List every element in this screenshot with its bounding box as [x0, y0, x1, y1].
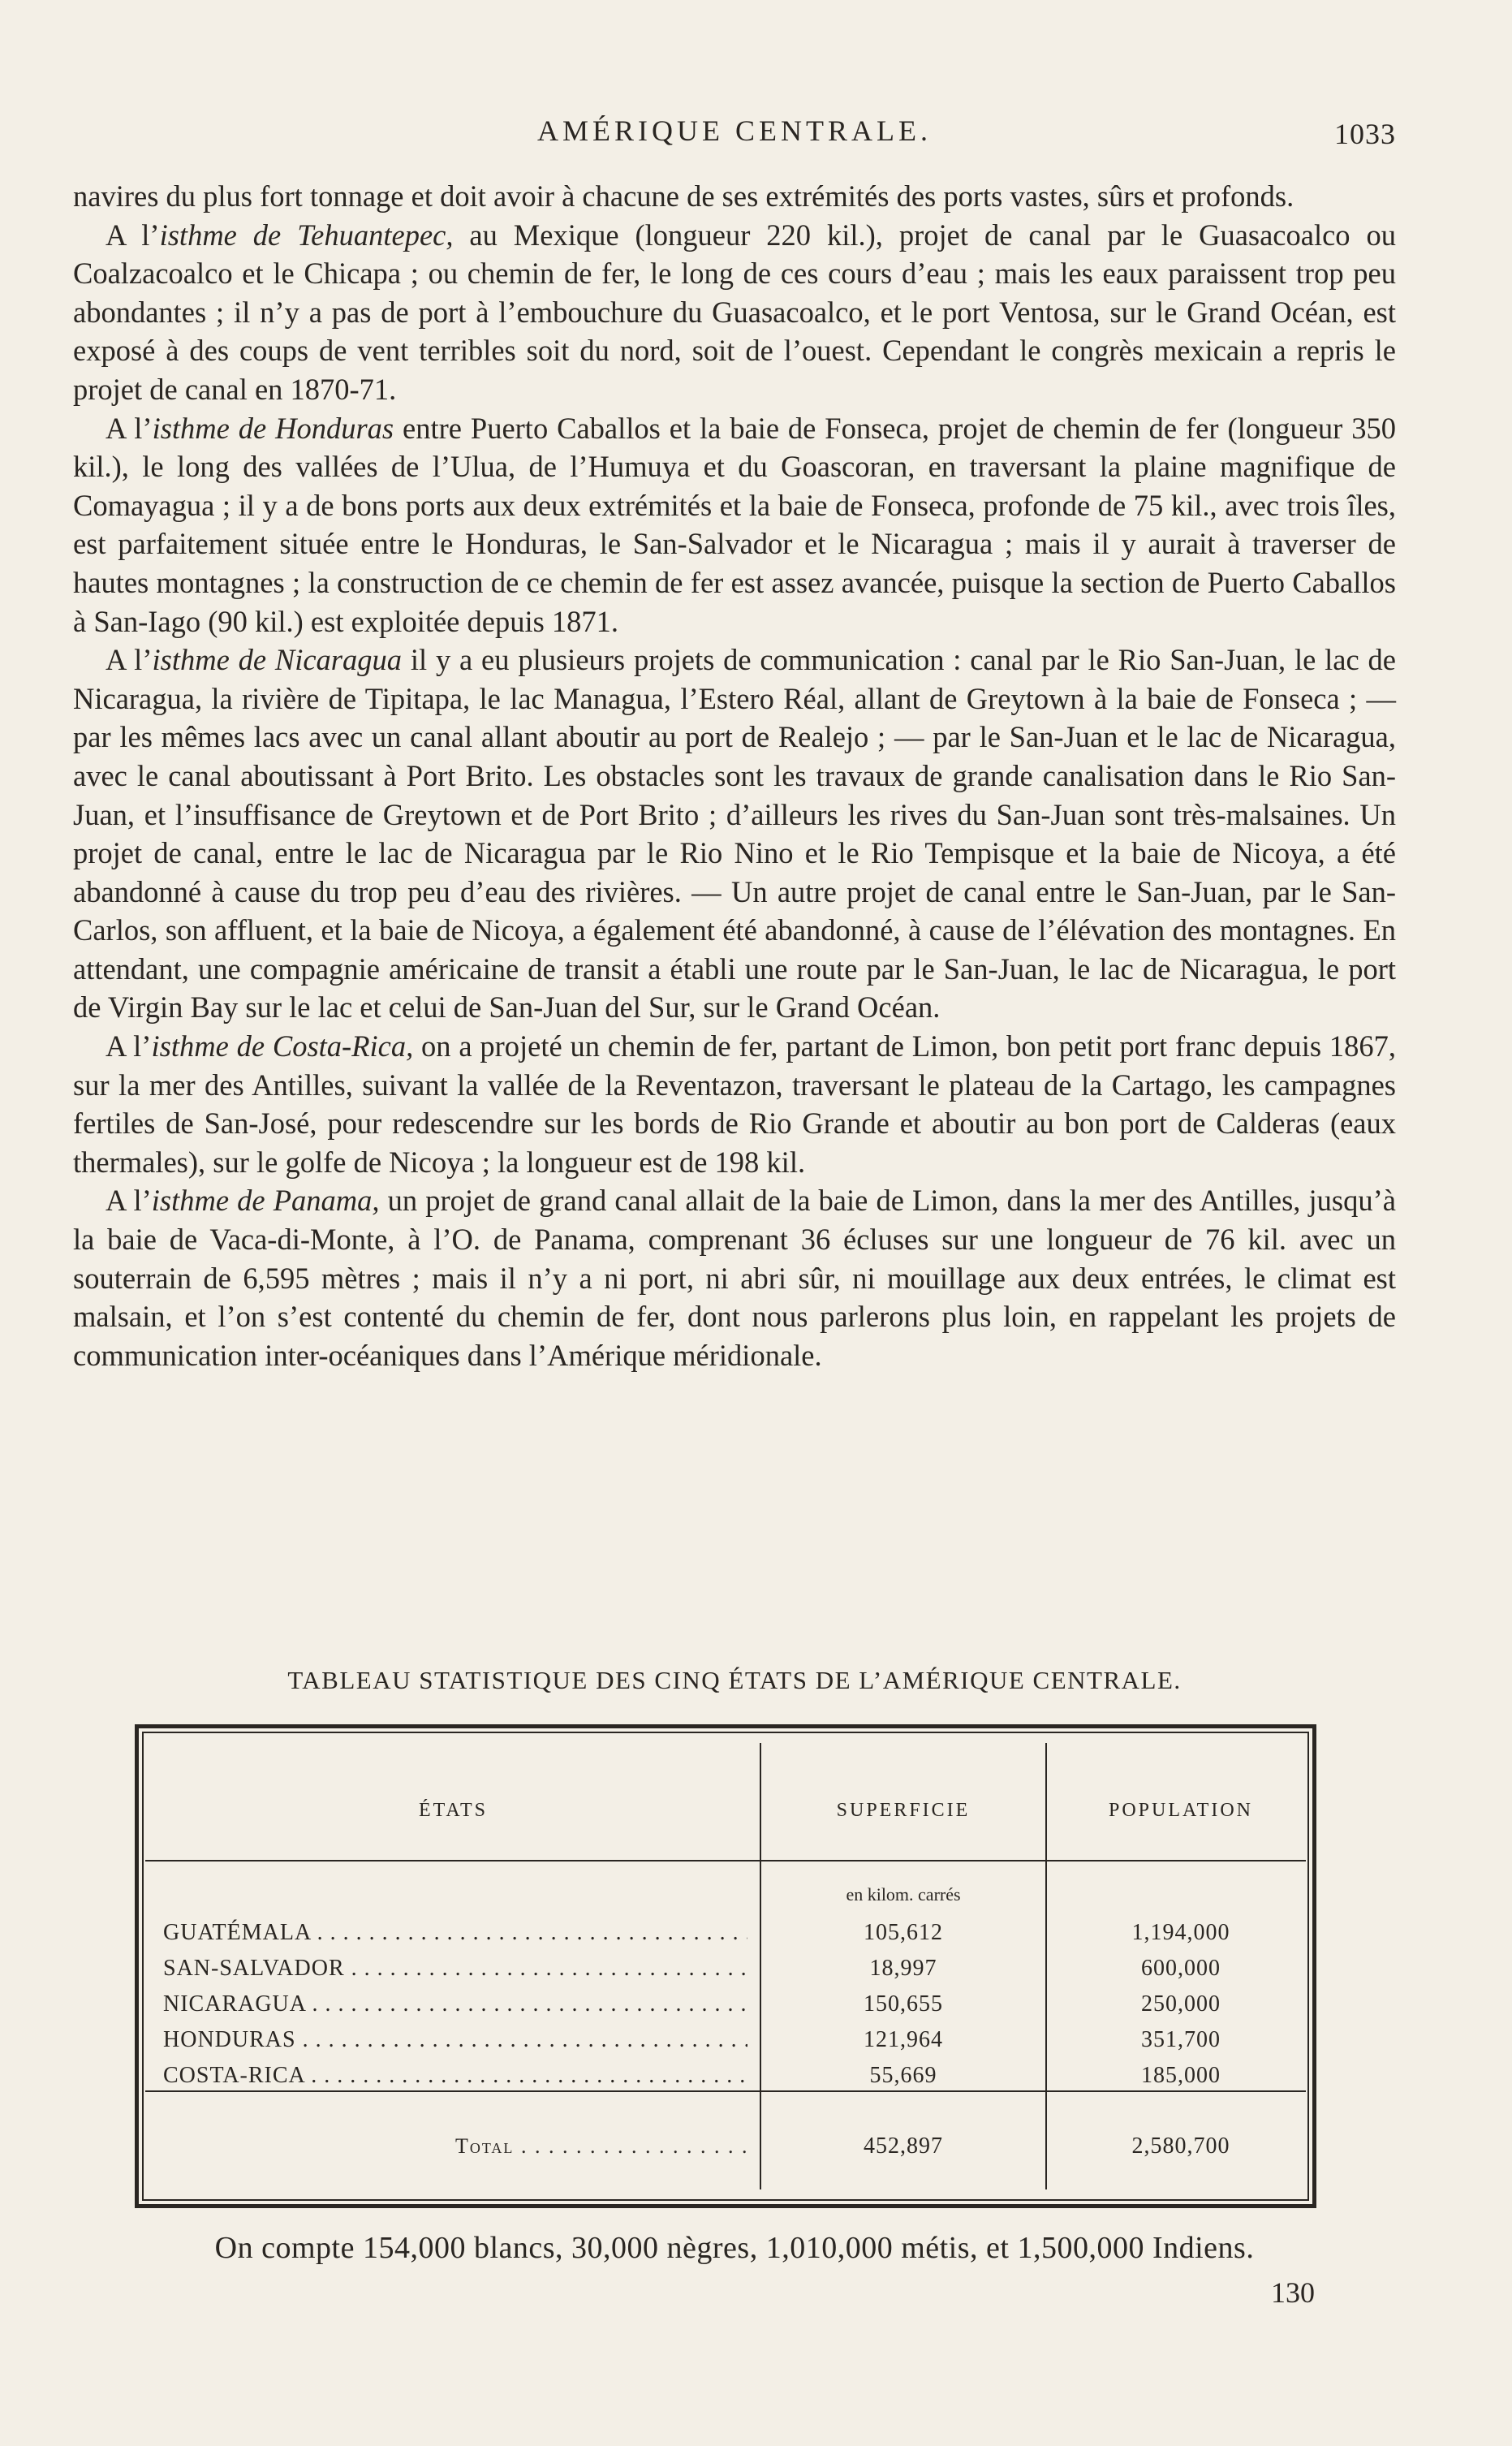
paragraph-text: un projet de grand canal allait de la baie de Limon, dans la mer des Antilles, jusqu’à la baie de Vaca-di-Monte, à l’O. de Panama, comprenant 36 écluses sur une longueur de 76 kil. avec un souterrain de 6,595 mètres ; mais il n’y a ni port, ni abri sûr, ni mouillage aux deux entrées, le climat est malsain, et l’on s’est contenté du chemin de fer, dont nous parlerons plus loin, en rappelant les projets de communication inter-océaniques dans l’Amérique méridionale.	[73, 1184, 1396, 1372]
table-row	[139, 1987, 1312, 2022]
state-name: COSTA-RICA . . .	[163, 2058, 747, 2094]
total-population: 2,580,700	[1131, 2133, 1230, 2159]
running-title: AMÉRIQUE CENTRALE.	[537, 114, 932, 147]
table-row	[139, 1951, 1312, 1987]
paragraph-text: on a projeté un chemin de fer, partant de Limon, bon petit port franc depuis 1867, sur la mer des Antilles, suivant la vallée de la Reventazon, traversant le plateau de la Cartago, les campagnes fertiles de San-José, pour redescendre sur les bords de Rio Grande et aboutir au bon port de Calderas (eaux thermales), sur le golfe de Nicoya ; la longueur est de 198 kil.	[73, 1029, 1396, 1179]
state-area: 55,669	[869, 2063, 937, 2088]
paragraph-prefix: A l’	[106, 218, 160, 252]
paragraph-tehuantepec	[73, 216, 1396, 409]
state-name: GUATÉMALA . . .	[163, 1915, 747, 1951]
running-head	[73, 114, 1396, 162]
paragraph-intro: navires du plus fort tonnage et doit avoir à chacune de ses extrémités des ports vastes, sûrs et profonds.	[73, 179, 1294, 213]
paragraph-nicaragua	[73, 641, 1396, 1027]
table-body	[139, 1915, 1312, 2094]
isthmus-name: isthme de Panama,	[151, 1184, 380, 1218]
paragraph-panama	[73, 1181, 1396, 1374]
population-note: On compte 154,000 blancs, 30,000 nègres, 1,010,000 métis, et 1,500,000 Indiens.	[214, 2231, 1255, 2265]
state-population: 600,000	[1141, 1956, 1221, 1981]
state-area: 105,612	[864, 1920, 943, 1945]
paragraph-prefix: A l’	[106, 1184, 152, 1218]
paragraph-prefix: A l’	[106, 643, 153, 677]
state-area: 18,997	[869, 1956, 937, 1981]
state-name: NICARAGUA . . .	[163, 1987, 747, 2022]
header-area: SUPERFICIE	[836, 1800, 971, 1821]
state-area: 121,964	[864, 2027, 943, 2052]
state-population: 1,194,000	[1131, 1920, 1230, 1945]
paragraph-honduras	[73, 409, 1396, 641]
paragraph-prefix: A l’	[106, 411, 153, 445]
header-states: ÉTATS	[418, 1800, 489, 1821]
paragraph-text: entre Puerto Caballos et la baie de Fonseca, projet de chemin de fer (longueur 350 kil.), le long des vallées de l’Ulua, de l’Humuya et du Goascoran, en traversant la plaine magnifique de Comayagua ; il y a de bons ports aux deux extrémités et la baie de Fonseca, profonde de 75 kil., avec trois îles, est parfaitement située entre le Honduras, le San-Salvador et le Nicaragua ; mais il y aurait à traverser de hautes montagnes ; la construction de ce chemin de fer est assez avancée, puisque la section de Puerto Caballos à San-Iago (90 kil.) est exploitée depuis 1871.	[73, 411, 1396, 638]
paragraph-costa-rica	[73, 1027, 1396, 1181]
body-text	[73, 177, 1396, 1374]
page-number: 1033	[1334, 118, 1396, 150]
table-row	[139, 2022, 1312, 2058]
paragraph-prefix: A l’	[106, 1029, 152, 1063]
statistics-table	[135, 1724, 1316, 2208]
isthmus-name: isthme de Costa-Rica,	[151, 1029, 414, 1063]
total-label: Total . . .	[455, 2126, 747, 2167]
isthmus-name: isthme de Honduras	[152, 411, 394, 445]
header-divider	[145, 1860, 1306, 1861]
total-area: 452,897	[864, 2133, 943, 2159]
paragraph-text: il y a eu plusieurs projets de communication : canal par le Rio San-Juan, le lac de Nicaragua, la rivière de Tipitapa, le lac Managua, l’Estero Réal, allant de Greytown à la baie de Fonseca ; — par les mêmes lacs avec un canal allant aboutir au port de Realejo ; — par le San-Juan et le lac de Nicaragua, avec le canal aboutissant à Port Brito. Les obstacles sont les travaux de grande canalisation dans le Rio San-Juan, et l’insuffisance de Greytown et de Port Brito ; d’ailleurs les rives du San-Juan sont très-malsaines. Un projet de canal, entre le lac de Nicaragua par le Rio Nino et le Rio Tempisque et la baie de Nicoya, a été abandonné à cause du trop peu d’eau des rivières. — Un autre projet de canal entre le San-Juan, par le San-Carlos, son affluent, et la baie de Nicoya, a également été abandonné, à cause de l’élévation des montagnes. En attendant, une compagnie américaine de transit a établi une route par le San-Juan, le lac de Nicaragua, le port de Virgin Bay sur le lac et celui de San-Juan del Sur, sur le Grand Océan.	[73, 643, 1396, 1025]
table-title: TABLEAU STATISTIQUE DES CINQ ÉTATS DE L’AMÉRIQUE CENTRALE.	[287, 1666, 1182, 1694]
state-population: 250,000	[1141, 1991, 1221, 2017]
state-name: SAN-SALVADOR . . .	[163, 1951, 747, 1987]
isthmus-name: isthme de Tehuantepec,	[159, 218, 454, 252]
state-population: 351,700	[1141, 2027, 1221, 2052]
state-name: HONDURAS . . .	[163, 2022, 747, 2058]
paragraph-text: au Mexique (longueur 220 kil.), projet de canal par le Guasacoalco ou Coalzacoalco et le Chicapa ; ou chemin de fer, le long de ces cours d’eau ; mais les eaux paraissent trop peu abondantes ; il n’y a pas de port à l’embouchure du Guasacoalco, et le port Ventosa, sur le Grand Océan, est exposé à des coups de vent terribles soit du nord, soit de l’ouest. Cependant le congrès mexicain a repris le projet de canal en 1870-71.	[73, 218, 1396, 406]
state-population: 185,000	[1141, 2063, 1221, 2088]
signature-number: 130	[1271, 2276, 1315, 2309]
state-area: 150,655	[864, 1991, 943, 2017]
header-population: POPULATION	[1108, 1800, 1253, 1821]
total-row	[139, 2126, 1312, 2167]
table-row	[139, 2058, 1312, 2094]
isthmus-name: isthme de Nicaragua	[152, 643, 403, 677]
table-row	[139, 1915, 1312, 1951]
area-unit-note: en kilom. carrés	[846, 1884, 961, 1905]
